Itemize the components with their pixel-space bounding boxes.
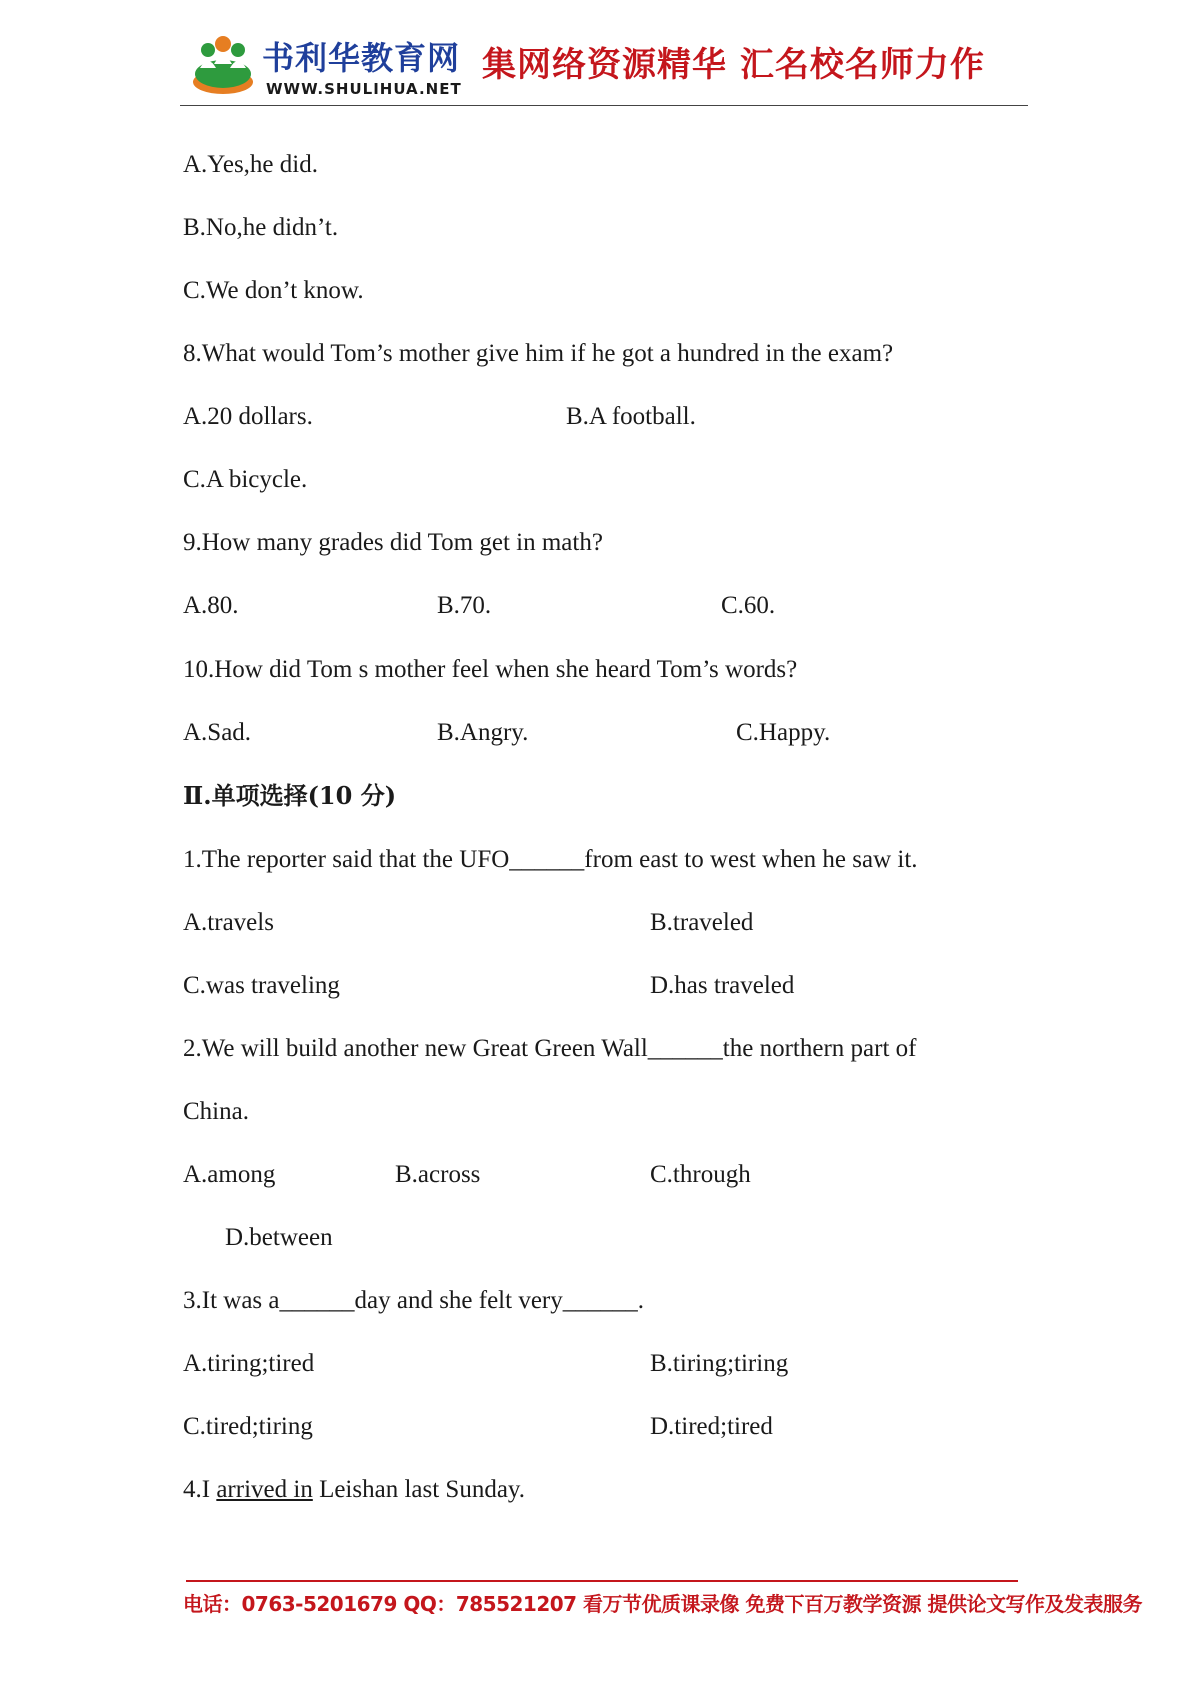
s2-q4-suffix: Leishan last Sunday. xyxy=(312,1476,526,1503)
s2-q2-option-d: D.between xyxy=(225,1224,333,1251)
q10-option-b: B.Angry. xyxy=(437,719,529,746)
q8-option-b: B.A football. xyxy=(566,403,696,430)
footer-contact: 电话：0763-5201679 QQ：785521207 看万节优质课录像 免费下百万教学资源 提供论文写作及发表服务 xyxy=(183,1592,1142,1616)
s2-q4-stem xyxy=(183,1475,525,1505)
page-header xyxy=(180,30,1028,108)
s2-q2-option-a: A.among xyxy=(183,1161,276,1188)
section-title: Ⅱ.单项选择(10 分) xyxy=(183,781,397,810)
s2-q2-option-b: B.across xyxy=(395,1161,481,1188)
s2-q1-option-b: B.traveled xyxy=(650,909,754,936)
s2-q3-option-d: D.tired;tired xyxy=(650,1413,773,1440)
q7-option-b: B.No,he didn’t. xyxy=(183,214,339,241)
brand-url: WWW.SHULIHUA.NET xyxy=(266,80,462,98)
s2-q3-stem: 3.It was a______day and she felt very______. xyxy=(183,1287,644,1314)
s2-q1-option-a: A.travels xyxy=(183,909,274,936)
s2-q4-prefix: 4.I xyxy=(183,1476,217,1503)
q8-option-a: A.20 dollars. xyxy=(183,403,313,430)
q9-option-c: C.60. xyxy=(721,592,776,619)
s2-q2-stem-line2: China. xyxy=(183,1098,249,1125)
q9-stem: 9.How many grades did Tom get in math? xyxy=(183,529,603,556)
q9-option-a: A.80. xyxy=(183,592,239,619)
q9-option-b: B.70. xyxy=(437,592,492,619)
q7-option-c: C.We don’t know. xyxy=(183,277,364,304)
brand-name: 书利华教育网 xyxy=(262,39,461,77)
s2-q3-option-a: A.tiring;tired xyxy=(183,1350,315,1377)
s2-q2-option-c: C.through xyxy=(650,1161,751,1188)
s2-q3-option-b: B.tiring;tiring xyxy=(650,1350,789,1377)
s2-q1-option-c: C.was traveling xyxy=(183,972,340,999)
q10-option-c: C.Happy. xyxy=(736,719,831,746)
q7-option-a: A.Yes,he did. xyxy=(183,151,318,178)
shulihua-logo xyxy=(190,34,256,96)
s2-q3-option-c: C.tired;tiring xyxy=(183,1413,313,1440)
q10-option-a: A.Sad. xyxy=(183,719,252,746)
q8-option-c: C.A bicycle. xyxy=(183,466,308,493)
s2-q1-stem: 1.The reporter said that the UFO______from east to west when he saw it. xyxy=(183,846,918,873)
header-divider xyxy=(180,105,1028,106)
q10-stem: 10.How did Tom s mother feel when she heard Tom’s words? xyxy=(183,656,798,683)
header-slogan: 集网络资源精华 汇名校名师力作 xyxy=(482,45,985,85)
q8-stem: 8.What would Tom’s mother give him if he got a hundred in the exam? xyxy=(183,340,894,367)
s2-q4-underlined: arrived in xyxy=(216,1476,313,1503)
footer-divider xyxy=(186,1580,1018,1582)
s2-q1-option-d: D.has traveled xyxy=(650,972,795,999)
s2-q2-stem-line1: 2.We will build another new Great Green Wall______the northern part of xyxy=(183,1035,917,1062)
